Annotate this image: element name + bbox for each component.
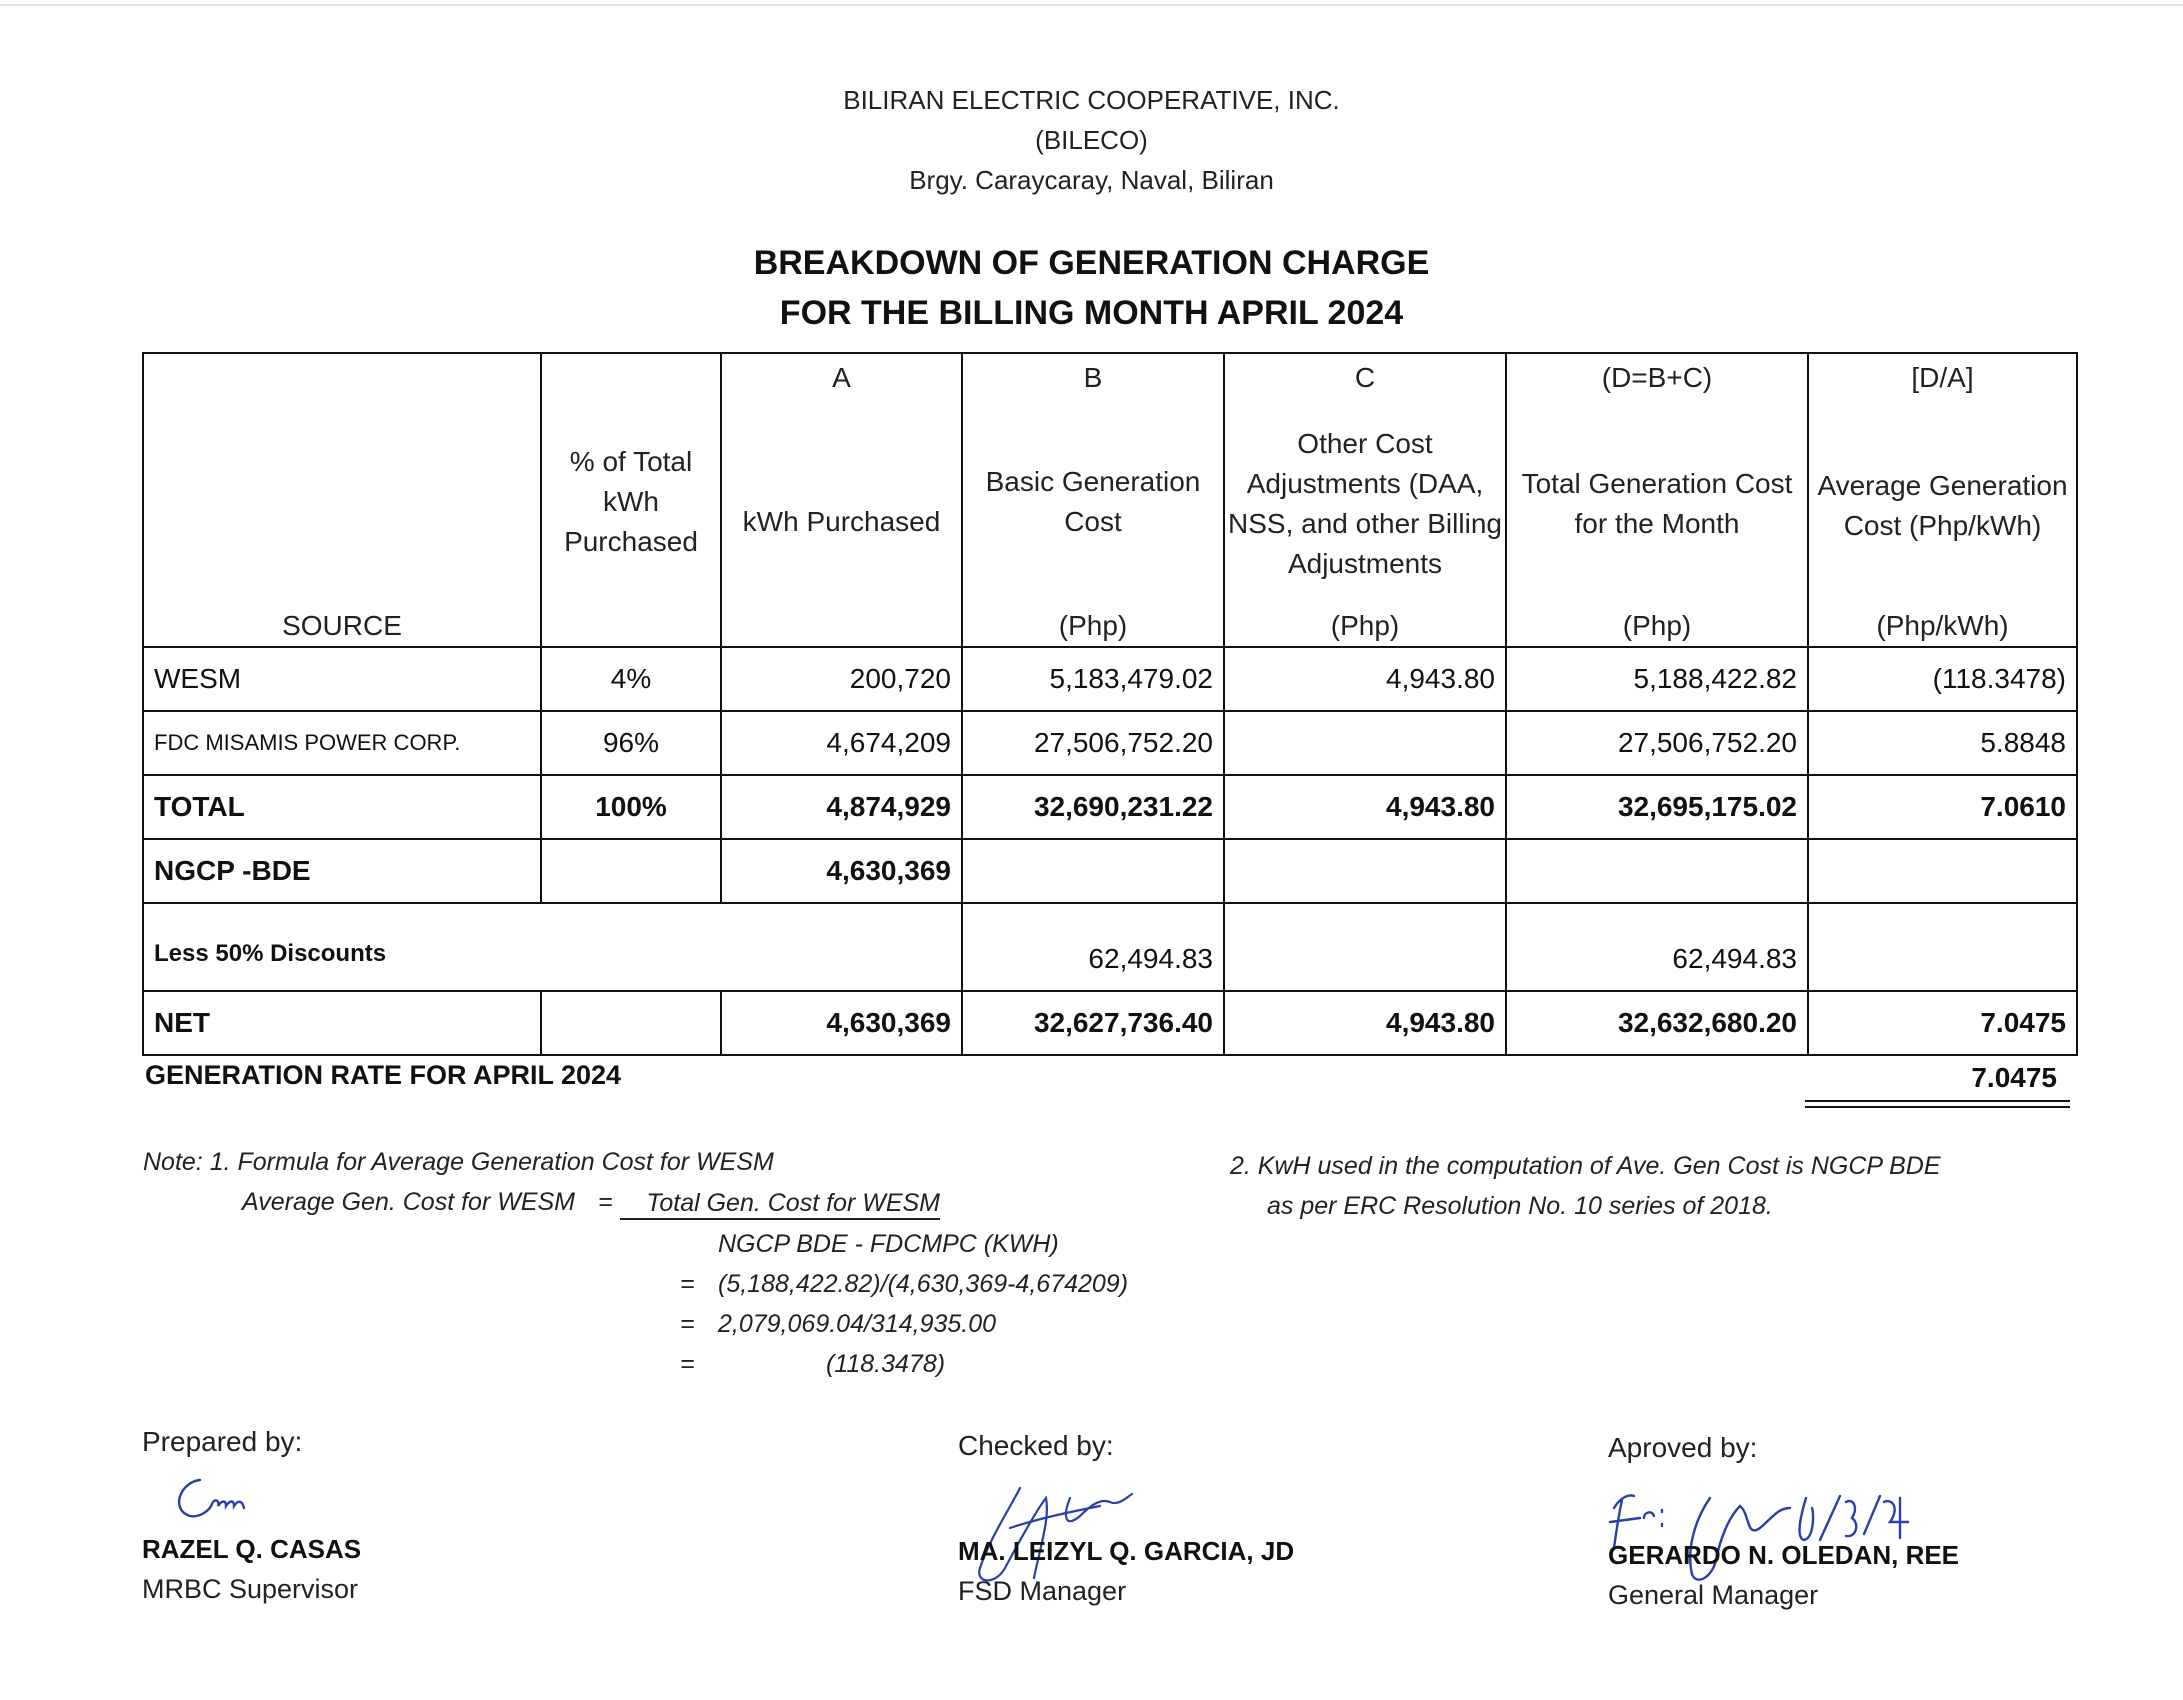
header-c-label-line-2: Adjustments (DAA,	[1246, 468, 1484, 499]
generation-rate-value: 7.0475	[1971, 1062, 2057, 1093]
generation-rate-label: GENERATION RATE FOR APRIL 2024	[145, 1060, 622, 1090]
header-d-label-line-1: Total Generation Cost	[1521, 468, 1793, 499]
approved-by-title: General Manager	[1608, 1580, 1819, 1610]
cell-kwh: 4,874,929	[721, 775, 962, 839]
cell-other-cost: 4,943.80	[1224, 775, 1506, 839]
note-1-equals-3: =	[680, 1310, 695, 1338]
header-pct-line-3: Purchased	[564, 526, 698, 557]
header-col-c	[1224, 353, 1506, 647]
header-c-letter: C	[1354, 362, 1376, 393]
double-underline-bottom	[1805, 1106, 2070, 1108]
title-line-1: BREAKDOWN OF GENERATION CHARGE	[753, 244, 1430, 282]
cell-other-cost: 4,943.80	[1224, 647, 1506, 711]
organization-header	[0, 80, 2183, 200]
table-row-ngcp	[143, 839, 2077, 903]
table-header-row	[143, 353, 2077, 647]
cell-kwh: 4,674,209	[721, 711, 962, 775]
cell-source: TOTAL	[143, 775, 541, 839]
prepared-by-title: MRBC Supervisor	[142, 1574, 359, 1604]
cell-source: Less 50% Discounts	[143, 903, 962, 991]
table-row-less-discounts	[143, 903, 2077, 991]
header-pct-line-2: kWh	[603, 486, 659, 517]
note-1-equals-4: =	[680, 1350, 695, 1378]
note-1-lhs: Average Gen. Cost for WESM	[242, 1188, 575, 1216]
cell-avg-cost: (118.3478)	[1808, 647, 2077, 711]
cell-kwh: 4,630,369	[721, 991, 962, 1055]
header-col-e	[1808, 353, 2077, 647]
checked-by-label: Checked by:	[958, 1430, 1114, 1461]
header-col-d	[1506, 353, 1808, 647]
cell-total-cost: 32,632,680.20	[1506, 991, 1808, 1055]
note-2-line-2: as per ERC Resolution No. 10 series of 2018.	[1267, 1192, 1773, 1220]
table-row-wesm	[143, 647, 2077, 711]
note-1-step-3: (118.3478)	[826, 1350, 946, 1378]
cell-pct: 4%	[541, 647, 721, 711]
cell-basic-cost	[962, 839, 1224, 903]
header-b-label-line-1: Basic Generation	[985, 466, 1201, 497]
title-line-2: FOR THE BILLING MONTH APRIL 2024	[779, 294, 1404, 332]
double-underline-top	[1805, 1100, 2070, 1102]
header-d-label-line-2: for the Month	[1574, 508, 1740, 539]
approved-by-name: GERARDO N. OLEDAN, REE	[1608, 1540, 1960, 1570]
header-b-label	[963, 462, 1223, 542]
cell-other-cost: 4,943.80	[1224, 991, 1506, 1055]
cell-total-cost: 62,494.83	[1506, 903, 1808, 991]
cell-basic-cost: 5,183,479.02	[962, 647, 1224, 711]
header-d-label	[1507, 464, 1807, 544]
note-1-numerator: Total Gen. Cost for WESM	[620, 1188, 940, 1220]
header-pct-label	[542, 442, 720, 562]
header-pct	[541, 353, 721, 647]
cell-source: NGCP -BDE	[143, 839, 541, 903]
note-1-denominator: NGCP BDE - FDCMPC (KWH)	[718, 1230, 1059, 1258]
header-e-label	[1809, 466, 2076, 546]
checked-by-name: MA. LEIZYL Q. GARCIA, JD	[958, 1536, 1295, 1566]
header-c-label-line-4: Adjustments	[1287, 548, 1443, 579]
table-row-net	[143, 991, 2077, 1055]
cell-source: NET	[143, 991, 541, 1055]
cell-other-cost	[1224, 903, 1506, 991]
header-col-a	[721, 353, 962, 647]
header-c-unit: (Php)	[1330, 610, 1400, 641]
header-col-b	[962, 353, 1224, 647]
header-d-letter: (D=B+C)	[1601, 362, 1713, 393]
cell-basic-cost: 32,627,736.40	[962, 991, 1224, 1055]
cell-pct: 96%	[541, 711, 721, 775]
header-d-unit: (Php)	[1622, 610, 1692, 641]
header-e-label-line-1: Average Generation	[1817, 470, 2068, 501]
header-source	[143, 353, 541, 647]
header-e-unit: (Php/kWh)	[1876, 610, 2009, 641]
scan-top-edge	[0, 4, 2183, 6]
org-address: Brgy. Caraycaray, Naval, Biliran	[909, 165, 1274, 195]
cell-basic-cost: 62,494.83	[962, 903, 1224, 991]
cell-basic-cost: 27,506,752.20	[962, 711, 1224, 775]
header-b-unit: (Php)	[1058, 610, 1128, 641]
cell-avg-cost: 7.0610	[1808, 775, 2077, 839]
cell-avg-cost: 7.0475	[1808, 991, 2077, 1055]
header-c-label	[1225, 424, 1505, 584]
header-b-label-line-2: Cost	[1064, 506, 1122, 537]
header-b-letter: B	[1083, 362, 1103, 393]
header-a-label: kWh Purchased	[742, 506, 941, 537]
header-e-label-line-2: Cost (Php/kWh)	[1843, 510, 2042, 541]
cell-source: FDC MISAMIS POWER CORP.	[143, 711, 541, 775]
table-row-fdc	[143, 711, 2077, 775]
header-c-label-line-1: Other Cost	[1297, 428, 1433, 459]
note-1-equals-2: =	[680, 1270, 695, 1298]
cell-source: WESM	[143, 647, 541, 711]
table-row-total	[143, 775, 2077, 839]
header-pct-line-1: % of Total	[569, 446, 693, 477]
header-a-letter: A	[832, 362, 851, 393]
org-abbreviation: (BILECO)	[1035, 125, 1148, 155]
prepared-by-name: RAZEL Q. CASAS	[142, 1534, 362, 1564]
org-name: BILIRAN ELECTRIC COOPERATIVE, INC.	[843, 85, 1340, 115]
document-title	[0, 238, 2183, 338]
cell-total-cost: 5,188,422.82	[1506, 647, 1808, 711]
note-1-equals: =	[598, 1188, 613, 1216]
note-1-step-1: (5,188,422.82)/(4,630,369-4,674209)	[718, 1270, 1129, 1298]
prepared-by-label: Prepared by:	[142, 1426, 303, 1457]
generation-charge-table	[142, 352, 2078, 1056]
header-e-letter: [D/A]	[1911, 362, 1974, 393]
approved-by-label: Aproved by:	[1608, 1432, 1758, 1463]
cell-other-cost	[1224, 839, 1506, 903]
header-source-label: SOURCE	[282, 610, 402, 641]
note-1-step-2: 2,079,069.04/314,935.00	[718, 1310, 997, 1338]
cell-basic-cost: 32,690,231.22	[962, 775, 1224, 839]
cell-avg-cost: 5.8848	[1808, 711, 2077, 775]
note-1-title: Note: 1. Formula for Average Generation Cost for WESM	[143, 1148, 774, 1176]
cell-total-cost: 32,695,175.02	[1506, 775, 1808, 839]
cell-total-cost: 27,506,752.20	[1506, 711, 1808, 775]
cell-other-cost	[1224, 711, 1506, 775]
cell-avg-cost	[1808, 903, 2077, 991]
cell-kwh: 200,720	[721, 647, 962, 711]
cell-pct	[541, 839, 721, 903]
cell-avg-cost	[1808, 839, 2077, 903]
cell-pct	[541, 991, 721, 1055]
cell-kwh: 4,630,369	[721, 839, 962, 903]
cell-total-cost	[1506, 839, 1808, 903]
prepared-signature	[170, 1470, 270, 1530]
header-c-label-line-3: NSS, and other Billing	[1228, 508, 1502, 539]
cell-pct: 100%	[541, 775, 721, 839]
note-2-line-1: 2. KwH used in the computation of Ave. Gen Cost is NGCP BDE	[1230, 1152, 1941, 1180]
checked-by-title: FSD Manager	[958, 1576, 1127, 1606]
